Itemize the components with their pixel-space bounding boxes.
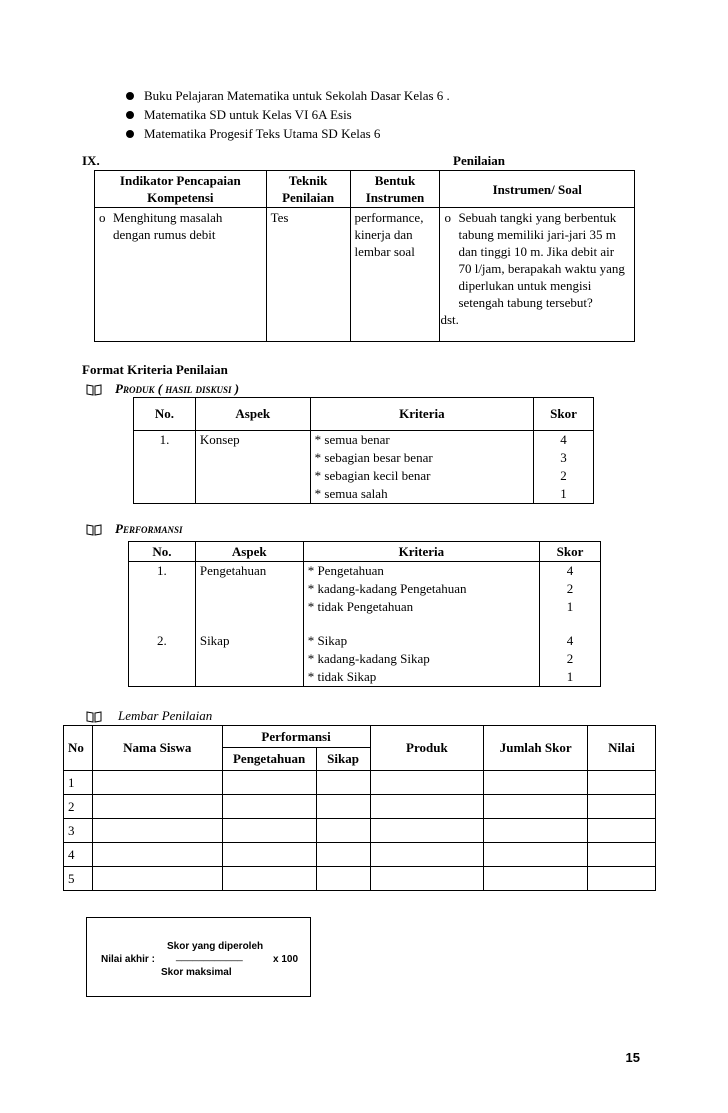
cell-produk[interactable] [370, 819, 484, 843]
book-icon [86, 523, 102, 536]
cell-nilai[interactable] [588, 819, 656, 843]
produk-no: 1. [134, 431, 196, 504]
book-icon [86, 383, 102, 396]
produk-header-skor: Skor [534, 398, 594, 431]
cell-indikator: o Menghitung masalah dengan rumus debit [95, 208, 267, 342]
kriteria-item: * sebagian besar benar [314, 450, 433, 465]
skor-item: 1 [566, 669, 574, 684]
header-performansi: Performansi [222, 726, 370, 748]
cell-sikap[interactable] [316, 819, 370, 843]
row-no: 2. [157, 633, 167, 648]
header-jumlah: Jumlah Skor [484, 726, 588, 771]
reference-item [126, 124, 450, 143]
header-nama: Nama Siswa [92, 726, 222, 771]
cell-jumlah[interactable] [484, 771, 588, 795]
cell-bentuk: performance, kinerja dan lembar soal [350, 208, 440, 342]
cell-jumlah[interactable] [484, 867, 588, 891]
indikator-text: Menghitung masalah dengan rumus debit [113, 210, 223, 242]
header-indikator: Indikator Pencapaian Kompetensi [95, 171, 267, 208]
header-sikap: Sikap [316, 748, 370, 771]
produk-header-no: No. [134, 398, 196, 431]
cell-sikap[interactable] [316, 867, 370, 891]
reference-text: Matematika Progesif Teks Utama SD Kelas 6 [144, 125, 381, 141]
cell-soal: o Sebuah tangki yang berbentuk tabung memiliki jari-jari 35 m dan tinggi 10 m. Jika debit air 70 l/jam, berapakah waktu yang diperlukan untuk mengisi setengah tabung tersebut? dst. [440, 208, 635, 342]
header-nilai: Nilai [588, 726, 656, 771]
book-icon [86, 710, 102, 723]
skor-item: 1 [566, 599, 574, 614]
skor-item: 2 [566, 581, 574, 596]
cell-nama[interactable] [92, 771, 222, 795]
kriteria-item: * tidak Sikap [307, 669, 377, 684]
produk-heading [86, 381, 239, 397]
cell-pengetahuan[interactable] [222, 867, 316, 891]
performansi-skor [540, 562, 601, 687]
formula-line: ____________ [176, 951, 243, 962]
produk-table [133, 397, 594, 504]
page-number: 15 [625, 1050, 640, 1065]
formula-multiplier: x 100 [273, 954, 299, 965]
skor-item: 4 [566, 633, 574, 648]
lembar-table [63, 725, 656, 891]
cell-pengetahuan[interactable] [222, 795, 316, 819]
cell-nilai[interactable] [588, 843, 656, 867]
formula-denominator: Skor maksimal [161, 967, 232, 978]
kriteria-item: * sebagian kecil benar [314, 468, 431, 483]
reference-list [126, 86, 450, 143]
reference-item [126, 86, 450, 105]
cell-teknik: Tes [266, 208, 350, 342]
skor-item: 1 [560, 486, 567, 501]
row-no: 1. [157, 563, 167, 578]
cell-pengetahuan[interactable] [222, 843, 316, 867]
produk-aspek: Konsep [195, 431, 310, 504]
skor-item: 3 [560, 450, 567, 465]
bullet-icon [126, 130, 134, 138]
cell-nilai[interactable] [588, 867, 656, 891]
cell-jumlah[interactable] [484, 795, 588, 819]
performansi-header-skor: Skor [540, 542, 601, 562]
format-title: Format Kriteria Penilaian [82, 362, 228, 377]
header-produk: Produk [370, 726, 484, 771]
assessment-table [94, 170, 635, 342]
kriteria-item: * Pengetahuan [307, 563, 384, 578]
table-row [64, 795, 656, 819]
produk-skor [534, 431, 594, 504]
cell-produk[interactable] [370, 867, 484, 891]
produk-kriteria [310, 431, 533, 504]
cell-nilai[interactable] [588, 771, 656, 795]
header-teknik: Teknik Penilaian [266, 171, 350, 208]
header-pengetahuan: Pengetahuan [222, 748, 316, 771]
formula-box [86, 917, 311, 997]
soal-dst: dst. [440, 312, 459, 327]
kriteria-item: * kadang-kadang Sikap [307, 651, 430, 666]
row-number: 1 [64, 771, 93, 795]
cell-pengetahuan[interactable] [222, 771, 316, 795]
header-instrumen: Instrumen/ Soal [440, 171, 635, 208]
cell-jumlah[interactable] [484, 819, 588, 843]
lembar-heading [86, 708, 212, 724]
table-row [64, 843, 656, 867]
bullet-icon [126, 92, 134, 100]
lembar-title: Lembar Penilaian [118, 708, 213, 723]
performansi-header-kriteria: Kriteria [303, 542, 539, 562]
section-title: Penilaian [453, 153, 506, 168]
row-number: 4 [64, 843, 93, 867]
section-number: IX. [82, 153, 100, 168]
kriteria-item: * kadang-kadang Pengetahuan [307, 581, 467, 596]
skor-item: 4 [560, 432, 567, 447]
cell-sikap[interactable] [316, 795, 370, 819]
cell-nama[interactable] [92, 867, 222, 891]
produk-header-kriteria: Kriteria [310, 398, 533, 431]
cell-sikap[interactable] [316, 771, 370, 795]
performansi-table [128, 541, 601, 687]
header-bentuk: Bentuk Instrumen [350, 171, 440, 208]
row-number: 5 [64, 867, 93, 891]
kriteria-item: * tidak Pengetahuan [307, 599, 414, 614]
table-row [64, 771, 656, 795]
formula-numerator: Skor yang diperoleh [167, 941, 264, 952]
kriteria-item: * semua benar [314, 432, 390, 447]
produk-title: Produk ( hasil diskusi ) [115, 381, 240, 396]
cell-produk[interactable] [370, 771, 484, 795]
kriteria-item: * semua salah [314, 486, 388, 501]
row-aspek: Sikap [199, 633, 230, 648]
cell-nama[interactable] [92, 795, 222, 819]
reference-text: Buku Pelajaran Matematika untuk Sekolah Dasar Kelas 6 . [144, 87, 450, 103]
row-aspek: Pengetahuan [199, 563, 267, 578]
cell-pengetahuan[interactable] [222, 819, 316, 843]
performansi-aspek [195, 562, 303, 687]
reference-text: Matematika SD untuk Kelas VI 6A Esis [144, 106, 352, 122]
cell-sikap[interactable] [316, 843, 370, 867]
cell-nama[interactable] [92, 819, 222, 843]
cell-produk[interactable] [370, 795, 484, 819]
bullet-icon [126, 111, 134, 119]
row-number: 2 [64, 795, 93, 819]
formula-label: Nilai akhir : [101, 954, 155, 965]
cell-nama[interactable] [92, 843, 222, 867]
performansi-title: Performansi [115, 521, 183, 536]
skor-item: 2 [566, 651, 574, 666]
reference-item [126, 105, 450, 124]
cell-jumlah[interactable] [484, 843, 588, 867]
performansi-kriteria [303, 562, 539, 687]
table-row [64, 867, 656, 891]
skor-item: 4 [566, 563, 574, 578]
skor-item: 2 [560, 468, 567, 483]
table-row [64, 819, 656, 843]
performansi-heading [86, 521, 182, 537]
cell-nilai[interactable] [588, 795, 656, 819]
performansi-header-no: No. [129, 542, 196, 562]
produk-header-aspek: Aspek [195, 398, 310, 431]
performansi-header-aspek: Aspek [195, 542, 303, 562]
header-no: No [64, 726, 93, 771]
cell-produk[interactable] [370, 843, 484, 867]
performansi-no [129, 562, 196, 687]
kriteria-item: * Sikap [307, 633, 348, 648]
row-number: 3 [64, 819, 93, 843]
soal-text: Sebuah tangki yang berbentuk tabung memiliki jari-jari 35 m dan tinggi 10 m. Jika debit air 70 l/jam, berapakah waktu yang diperlukan untuk mengisi setengah tabung tersebut? [458, 210, 625, 310]
